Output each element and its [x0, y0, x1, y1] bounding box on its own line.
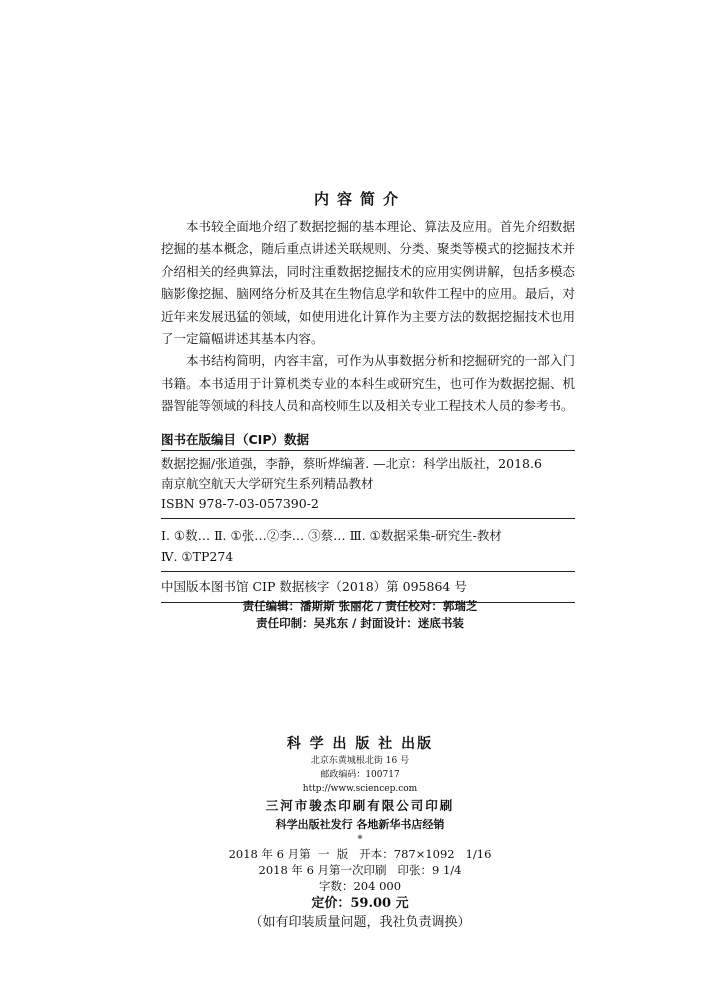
- cip-class-line: Ⅳ. ①TP274: [161, 549, 234, 564]
- cip-classification: [161, 519, 575, 571]
- word-count: 字数：204 000: [318, 879, 402, 893]
- cip-entry-line: 南京航空航天大学研究生系列精品教材: [161, 476, 374, 491]
- editors-credits: [0, 598, 720, 632]
- separator-star: *: [357, 834, 363, 845]
- publisher-name: 科 学 出 版 社 出版: [286, 736, 434, 752]
- edition-line: 2018 年 6 月第 一 版 开本：787×1092 1/16: [228, 847, 492, 861]
- publisher-website: http://www.sciencep.com: [302, 784, 418, 794]
- cip-entry-line: 数据挖掘/张道强，李静，蔡昕烨编著. —北京：科学出版社，2018.6: [161, 456, 542, 471]
- summary-paragraph-2: 本书结构简明，内容丰富，可作为从事数据分析和挖掘研究的一部入门书籍。本书适用于计算机类专业的本科生或研究生，也可作为数据挖掘、机器智能等领域的科技人员和高校师生以及相关专业工程技术人员的参考书。: [161, 353, 575, 414]
- printer-name: 三河市骏杰印刷有限公司印刷: [265, 798, 455, 813]
- quality-notice: （如有印装质量问题，我社负责调换）: [249, 915, 471, 930]
- cip-class-line: Ⅰ. ①数… Ⅱ. ①张…②李… ③蔡… Ⅲ. ①数据采集-研究生-教材: [161, 528, 502, 543]
- publisher-address: 北京东黄城根北街 16 号: [310, 756, 410, 766]
- cip-isbn: ISBN 978-7-03-057390-2: [161, 496, 319, 511]
- summary-heading: 内容简介: [313, 190, 406, 208]
- editors-line-1: 责任编辑：潘斯斯 张丽花 / 责任校对：郭瑞芝: [242, 599, 478, 613]
- publishing-info: [0, 734, 720, 932]
- print-line: 2018 年 6 月第一次印刷 印张：9 1/4: [258, 863, 462, 877]
- publisher-postcode: 邮政编码：100717: [320, 770, 400, 780]
- editors-line-2: 责任印制：吴兆东 / 封面设计：迷底书装: [256, 616, 464, 630]
- cip-entry: [161, 451, 575, 518]
- distribution-line: 科学出版社发行 各地新华书店经销: [275, 818, 445, 831]
- cip-number: 中国版本图书馆 CIP 数据核字（2018）第 095864 号: [161, 579, 467, 594]
- book-summary: [161, 216, 575, 418]
- summary-paragraph-1: 本书较全面地介绍了数据挖掘的基本理论、算法及应用。首先介绍数据挖掘的基本概念，随后重点讲述关联规则、分类、聚类等模式的挖掘技术并介绍相关的经典算法，同时注重数据挖掘技术的应用实例讲解，包括多模态脑影像挖掘、脑网络分析及其在生物信息学和软件工程中的应用。最后，对近年来发展迅猛的领域，如使用进化计算作为主要方法的数据挖掘技术也用了一定篇幅讲述其基本内容。: [161, 219, 575, 347]
- price: 定价：59.00 元: [311, 896, 409, 911]
- cip-title: 图书在版编目（CIP）数据: [161, 432, 309, 447]
- cip-record: [161, 430, 575, 603]
